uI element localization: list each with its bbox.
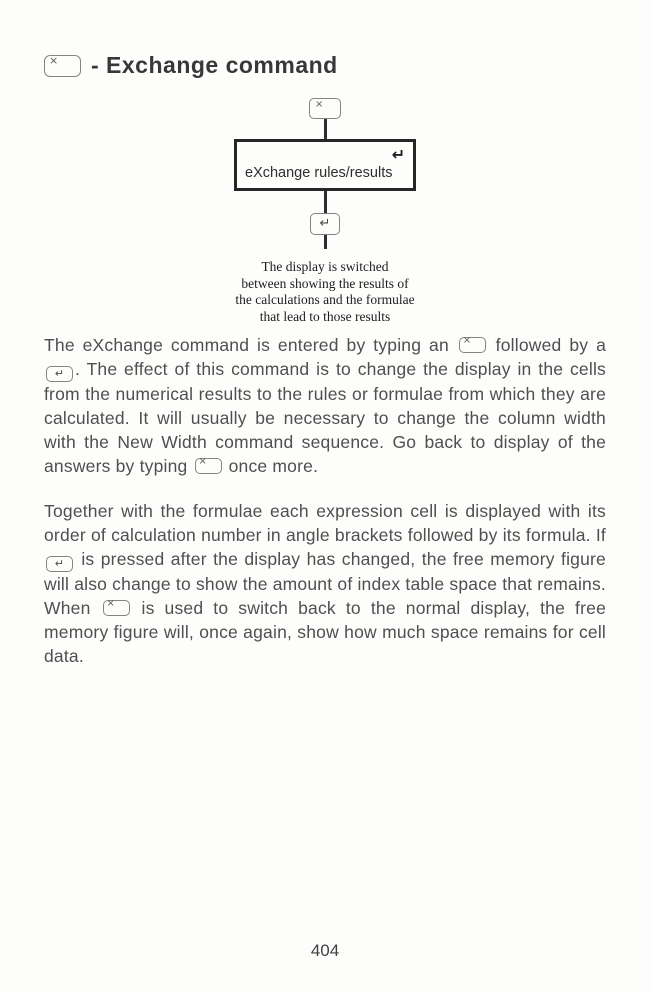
key-glyph: ×	[315, 99, 324, 110]
caption-line: The display is switched	[261, 259, 389, 274]
page-title: - Exchange command	[91, 52, 338, 78]
key-glyph: ×	[198, 456, 208, 467]
key-glyph: ×	[106, 598, 116, 609]
page-heading	[44, 52, 338, 79]
body-paragraphs	[44, 333, 606, 689]
key-glyph: ↵	[54, 557, 65, 570]
command-box-label: eXchange rules/results	[245, 165, 393, 181]
key-glyph: ↵	[54, 367, 65, 380]
caption-line: between showing the results of	[241, 275, 409, 291]
x-key-icon	[44, 55, 81, 77]
paragraph: The eXchange command is entered by typing an × followed by a ↵ . The effect of this command is to change the display in the cells from the numerical results to the rules or formulae from which they are calculated. It will usually be necessary to change the column width with the New Width command sequence. Go back to display of the answers by typing × once more.	[44, 335, 607, 476]
return-key-icon	[46, 366, 73, 382]
key-glyph: ↵	[319, 216, 331, 231]
caption-line: that lead to those results	[259, 308, 391, 324]
key-glyph: ×	[49, 53, 59, 67]
connector-line	[324, 235, 327, 249]
x-key-icon	[195, 458, 222, 474]
connector-line	[324, 119, 327, 139]
command-box	[234, 139, 416, 191]
x-key-icon	[459, 337, 486, 353]
x-key-icon	[309, 98, 341, 119]
connector-line	[324, 191, 327, 215]
key-glyph: ×	[462, 335, 472, 346]
return-key-icon	[310, 213, 340, 235]
diagram-column	[234, 98, 416, 325]
command-diagram	[0, 98, 650, 325]
paragraph: Together with the formulae each expression cell is displayed with its order of calculation number in angle brackets followed by its formula. If ↵ is pressed after the display has changed, the free memory figure will also change to show the amount of index table space that remains. When × is used to switch back to the normal display, the free memory figure will, once again, show how much space remains for cell data.	[44, 501, 606, 666]
caption-line: the calculations and the formulae	[235, 292, 415, 307]
diagram-caption	[235, 259, 414, 325]
return-glyph: ↵	[391, 145, 405, 164]
page-number: 404	[310, 941, 340, 960]
x-key-icon	[103, 600, 130, 616]
return-key-icon	[46, 556, 73, 572]
